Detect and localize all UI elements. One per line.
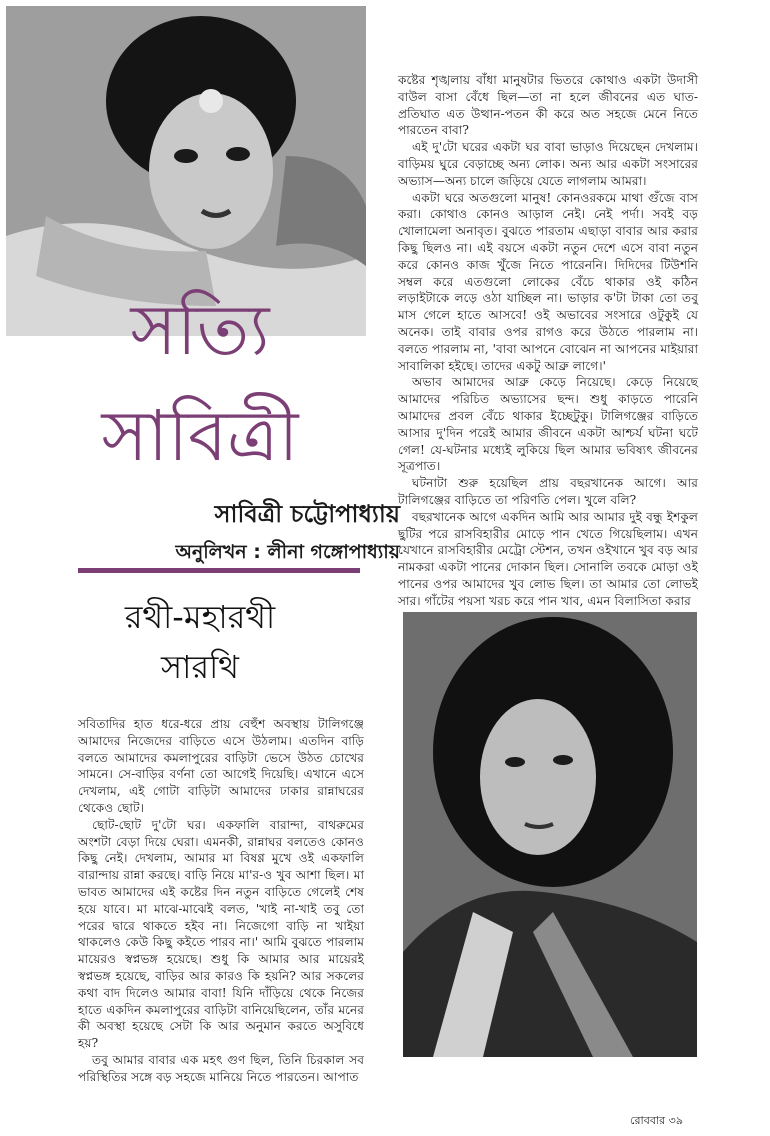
paragraph: অভাব আমাদের আব্রু কেড়ে নিয়েছে। কেড়ে নিয়েছে আমাদের পরিচিত অভ্যাসের ছন্দ। শুধু কাড়তে পারেনি আমাদের প্রবল বেঁচে থাকার ইচ্ছেটুকু। টালিগঞ্জের বাড়িতে আসার দু'দিন পরেই আমার জীবনে একটা আশ্চর্য ঘটনা ঘটে গেল! যে-ঘটনার মধ্যেই লুকিয়ে ছিল আমার ভবিষ্যৎ জীবনের সূত্রপাত। — [398, 375, 698, 474]
section-divider — [78, 568, 360, 573]
chapter-title-line-2: সারথি — [161, 648, 239, 686]
paragraph: ঘটনাটা শুরু হয়েছিল প্রায় বছরখানেক আগে। আর টালিগঞ্জের বাড়িতে তা পরিণতি পেল। খুলে বলি? — [398, 476, 698, 507]
article-title-line-2: সাবিত্রী — [101, 395, 299, 477]
paragraph: বছরখানেক আগে একদিন আমি আর আমার দুই বন্ধু ইশকুল ছুটির পরে রাসবিহারীর মোড়ে পান খেতে গিয়েছিলাম। এখন যেখানে রাসবিহারীর মেট্রো স্টেশন, তখন ওইখানে খুব বড় আর নামকরা একটা পানের দোকান ছিল। সোনালি তবকে মোড়া ওই পানের ওপর আমাদের খুব লোভ ছিল। তা আমার তো লোভই সার। গাঁটের পয়সা খরচ করে পান খাব, এমন বিলাসিতা করার — [398, 509, 698, 608]
portrait-image — [403, 612, 697, 1057]
paragraph: এই দু'টো ঘরের একটা ঘর বাবা ভাড়াও দিয়েছেন দেখলাম। বাড়িময় ঘুরে বেড়াচ্ছে অন্য লোক। অন্য আর একটা সংসারের অভ্যাস—অন্য চালে জড়িয়ে যেতে লাগলাম আমরা। — [398, 140, 698, 188]
transcriber-credit: অনুলিখন : লীনা গঙ্গোপাধ্যায় — [175, 541, 400, 563]
portrait-photo-bottom — [403, 612, 697, 1057]
paragraph: সবিতাদির হাত ধরে-ধরে প্রায় বেহুঁশ অবস্থায় টালিগঞ্জে আমাদের নিজেদের বাড়িতে এসে উঠলাম। এতদিন বাড়ি বলতে আমাদের কমলাপুরের বাড়িটা ভেসে উঠত চোখের সামনে। সে-বাড়ির বর্ণনা তো আগেই দিয়েছি। এখানে এসে দেখলাম, এই গোটা বাড়িটা আমাদের ঢাকার রান্নাঘরের থেকেও ছোট। — [78, 717, 364, 815]
article-title-line-1: সত্যি — [130, 289, 270, 371]
paragraph: তবু আমার বাবার এক মহৎ গুণ ছিল, তিনি চিরকাল সব পরিস্থিতির সঙ্গে বড় সহজে মানিয়ে নিতে পারতেন। আপাত — [78, 1052, 364, 1084]
page-footer: রোববার ৩৯ — [630, 1114, 683, 1127]
paragraph: একটা ঘরে অতগুলো মানুষ! কোনওরকমে মাথা গুঁজে বাস করা। কোথাও কোনও আড়াল নেই। নেই পর্দা। সবই বড় খোলামেলা অনাবৃত। বুঝতে পারতাম এছাড়া বাবার আর করার কিছু ছিলও না। এই বয়সে একটা নতুন দেশে এসে বাবা নতুন করে কোনও কাজ খুঁজে নিতে পারেননি। দিদিদের টিউশনি সম্বল করে এতগুলো লোকের বেঁচে থাকার ওই কঠিন লড়াইটাকে লড়ে ওঠা যাচ্ছিল না। ভাড়ার ক'টা টাকা তো তবু মাস গেলে হাতে আসবে! ওই অভাবের সংসারে ওটুকুই যে অনেক। তাই বাবার ওপর রাগও করে উঠতে পারলাম না। বলতে পারলাম না, 'বাবা আপনে বোঝেন না আপনের মাইয়ারা সাবালিকা হইছে। তাদের একটু আব্রু লাগে।' — [398, 190, 698, 373]
text-column-left — [78, 716, 364, 1084]
author-name: সাবিত্রী চট্টোপাধ্যায় — [214, 500, 400, 528]
paragraph: ছোট-ছোট দু'টো ঘর। একফালি বারান্দা, বাথরুমের অংশটা বেড়া দিয়ে ঘেরা। এমনকী, রান্নাঘর বলতেও কোনও কিছু নেই। দেখলাম, আমার মা বিষণ্ণ মুখে ওই একফালি বারান্দায় রান্না করছে। বাড়ি নিয়ে মা'র-ও খুব আশা ছিল। মা ভাবত আমাদের এই কষ্টের দিন নতুন বাড়িতে গেলেই শেষ হয়ে যাবে। মা মাঝে-মাঝেই বলত, 'খাই না-খাই তবু তো পরের দ্বারে থাকতে হইব না। নিজেগো বাড়ি না খাইয়া থাকলেও কেউ কিছু কইতে পারব না।' আমি বুঝতে পারলাম মায়েরও স্বপ্নভঙ্গ হয়েছে। শুধু কি আমার আর মায়েরই স্বপ্নভঙ্গ হয়েছে, বাড়ির আর কারও কি হয়নি? আর সকলের কথা বাদ দিলেও আমার বাবা! যিনি দাঁড়িয়ে থেকে নিজের হাতে একদিন কমলাপুরের বাড়িটা বানিয়েছিলেন, তাঁর মনের কী অবস্থা হয়েছে সেটা কি আর অনুমান করতে অসুবিধে হয়? — [78, 817, 364, 1051]
chapter-title-line-1: রথী-মহারথী — [124, 598, 276, 636]
text-column-right — [398, 72, 698, 606]
paragraph: কষ্টের শৃঙ্খলায় বাঁধা মানুষটার ভিতরে কোথাও একটা উদাসী বাউল বাসা বেঁধে ছিল—তা না হলে জীবনের এত ঘাত-প্রতিঘাত এত উত্থান-পতন কী করে অত সহজে মেনে নিতে পারতেন বাবা? — [398, 73, 698, 138]
